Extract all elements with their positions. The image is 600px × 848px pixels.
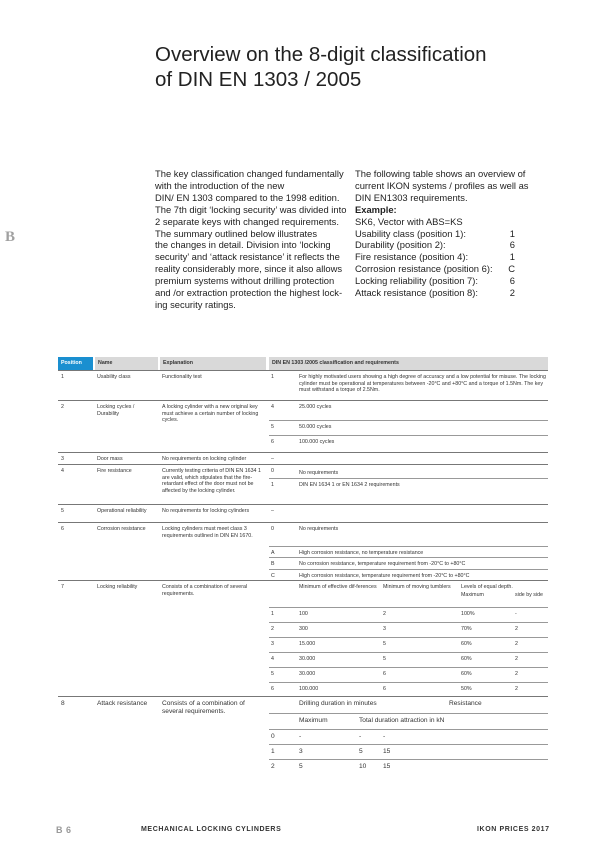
footer-section-title: MECHANICAL LOCKING CYLINDERS [141, 826, 282, 833]
explanation-cell: Locking cylinders must meet class 3 requirements outlined in DIN EN 1670. [162, 526, 253, 539]
value-cell: 2 [515, 656, 518, 662]
class-code: 3 [271, 641, 274, 647]
header-total-duration: Total duration attraction in kN [359, 717, 445, 724]
example-row [355, 263, 515, 275]
class-code: C [271, 573, 275, 579]
title-line-2: of DIN EN 1303 / 2005 [155, 68, 362, 91]
intro-line: reality considerably more, since it also allows [155, 263, 343, 275]
class-code: 5 [271, 424, 274, 430]
value-cell: 60% [461, 671, 472, 677]
intro-line: The key classification changed fundamentally [155, 168, 344, 179]
class-code: 1 [271, 482, 274, 488]
class-code: 4 [271, 404, 274, 410]
class-code: 4 [271, 656, 274, 662]
table-row [58, 696, 548, 774]
header-name: Name [95, 357, 158, 370]
header-explanation: Explanation [160, 357, 266, 370]
table-row [58, 370, 548, 400]
header-position: Position [58, 357, 93, 370]
value-cell: - [383, 733, 386, 740]
header-drilling-duration: Drilling duration in minutes [299, 700, 377, 707]
example-label: Locking reliability (position 7): [355, 275, 478, 287]
page-number: B 6 [56, 825, 72, 835]
value-cell: - [299, 733, 302, 740]
requirement-row [269, 744, 548, 759]
requirement-text: For highly motivated users showing a high degree of accuracy and a low potential for misuse. The locking cylinder must be operational at temperatures between -20°C and +80°C and a torque of 1.5Nm. The key must withstand a torque of 2.5Nm. [299, 374, 546, 394]
table-row [58, 504, 548, 522]
class-code: A [271, 550, 275, 556]
value-cell: 2 [383, 611, 386, 617]
name-cell: Locking cycles / Durability [97, 404, 135, 417]
intro-paragraph [155, 168, 351, 311]
requirement-subheader [269, 581, 548, 607]
value-cell: 60% [461, 656, 472, 662]
value-cell: 6 [383, 671, 386, 677]
example-row [355, 239, 515, 251]
value-cell: 6 [383, 686, 386, 692]
section-marker: B [5, 229, 16, 245]
requirement-row [269, 546, 548, 557]
intro-line: premium systems without drilling protection [155, 275, 335, 287]
value-cell: 30.000 [299, 671, 316, 677]
value-cell: 100% [461, 611, 475, 617]
header-resistance: Resistance [449, 700, 482, 707]
intro-line: with the introduction of the new [155, 179, 285, 191]
class-code: 5 [271, 671, 274, 677]
value-cell: 2 [515, 641, 518, 647]
intro-line: The 7th digit ‘locking security’ was divided into [155, 203, 347, 215]
requirement-row [269, 759, 548, 775]
value-cell: 15.000 [299, 641, 316, 647]
value-cell: 5 [299, 763, 303, 770]
requirement-row [269, 465, 548, 478]
class-code: B [271, 561, 275, 567]
value-cell: 100.000 [299, 686, 319, 692]
example-label: Usability class (position 1): [355, 227, 466, 239]
intro-line: DIN/ EN 1303 compared to the 1998 edition. [155, 191, 340, 203]
example-intro-line: DIN EN1303 requirements. [355, 191, 468, 203]
class-code: 6 [271, 439, 274, 445]
example-column [355, 168, 529, 299]
value-cell: 10 [359, 763, 367, 770]
requirement-row [269, 729, 548, 744]
class-code: 2 [271, 763, 275, 770]
value-cell: 5 [383, 656, 386, 662]
requirement-text: 50.000 cycles [299, 424, 332, 430]
name-cell: Door mass [97, 456, 123, 462]
requirements-cell [269, 697, 548, 775]
example-heading: Example: [355, 203, 397, 215]
class-code: 0 [271, 468, 274, 474]
explanation-cell: Currently testing criteria of DIN EN 1634 1 are valid, which stipulates that the fire-retardant effect of the door must not be affected by the locking cylinder. [162, 468, 261, 494]
requirements-cell [269, 371, 548, 401]
value-cell: 5 [359, 748, 363, 755]
example-intro [355, 168, 529, 204]
explanation-cell: No requirements on locking cylinder [162, 456, 247, 462]
requirements-cell [269, 581, 548, 697]
position-cell: 4 [61, 468, 64, 474]
table-row [58, 452, 548, 464]
header-maximum: Maximum [299, 717, 328, 724]
value-cell: 15 [383, 763, 391, 770]
requirements-cell [269, 523, 548, 581]
requirement-text: DIN EN 1634 1 or EN 1634 2 requirements [299, 482, 400, 488]
requirements-cell [269, 505, 548, 523]
title-line-1: Overview on the 8-digit classification [155, 43, 487, 66]
requirement-text: No requirements [299, 526, 339, 532]
value-cell: 50% [461, 686, 472, 692]
page-title [155, 42, 555, 92]
requirement-row [269, 622, 548, 637]
requirement-text: High corrosion resistance, no temperature resistance [299, 550, 424, 556]
class-code: – [271, 508, 274, 514]
explanation-cell: No requirements for locking cylinders [162, 508, 250, 514]
header-maximum: Maximum [461, 592, 484, 598]
class-code: 2 [271, 626, 274, 632]
requirements-cell [269, 465, 548, 505]
class-code: 1 [271, 374, 274, 380]
value-cell: 3 [383, 626, 386, 632]
example-value: 2 [509, 287, 515, 299]
name-cell: Attack resistance [97, 700, 148, 707]
requirement-text: High corrosion resistance, temperature requirement from -20°C to +80°C [299, 573, 470, 579]
table-header [58, 357, 548, 370]
intro-line: ing security ratings. [155, 298, 236, 310]
header-side-by-side: side by side [515, 592, 543, 598]
requirement-row [269, 505, 548, 523]
header-equal-depth: Levels of equal depth. [461, 584, 513, 590]
explanation-cell: Functionality test [162, 374, 202, 380]
value-cell: 2 [515, 671, 518, 677]
requirements-cell [269, 401, 548, 453]
position-cell: 5 [61, 508, 64, 514]
value-cell: 15 [383, 748, 391, 755]
explanation-cell: Consists of a combination of several requirements. [162, 700, 245, 715]
value-cell: 300 [299, 626, 308, 632]
position-cell: 7 [61, 584, 64, 590]
value-cell: 30.000 [299, 656, 316, 662]
name-cell: Fire resistance [97, 468, 132, 474]
value-cell: - [515, 611, 517, 617]
value-cell: 5 [383, 641, 386, 647]
requirement-subheader [269, 697, 548, 713]
header-effective-differences: Minimum of effective dif-ferences [299, 584, 377, 590]
requirement-row [269, 557, 548, 569]
value-cell: 3 [299, 748, 303, 755]
class-code: 0 [271, 526, 274, 532]
example-value: 1 [509, 251, 515, 263]
class-code: – [271, 456, 274, 462]
requirement-row [269, 667, 548, 682]
value-cell: 100 [299, 611, 308, 617]
example-label: Attack resistance (position 8): [355, 287, 478, 299]
requirement-row [269, 682, 548, 697]
position-cell: 6 [61, 526, 64, 532]
name-cell: Operational reliability [97, 508, 147, 514]
header-din: DIN EN 1303 /2005 classification and requirements [269, 357, 548, 370]
requirement-row [269, 523, 548, 546]
value-cell: 2 [515, 686, 518, 692]
example-label: Fire resistance (position 4): [355, 251, 469, 263]
requirement-row [269, 420, 548, 435]
table-row [58, 464, 548, 504]
example-value: 6 [509, 239, 515, 251]
table-row [58, 522, 548, 580]
requirement-row [269, 652, 548, 667]
requirement-row [269, 637, 548, 652]
intro-line: and /or extraction protection the highest lock- [155, 287, 343, 299]
intro-line: security’ and ‘attack resistance’ it reflects the [155, 251, 340, 263]
table-row [58, 580, 548, 696]
example-value: 1 [509, 227, 515, 239]
explanation-cell: Consists of a combination of several requirements. [162, 584, 248, 597]
explanation-cell: A locking cylinder with a new original key must achieve a certain number of locking cycles. [162, 404, 259, 424]
header-moving-tumblers: Minimum of moving tumblers [383, 584, 451, 590]
example-label: Durability (position 2): [355, 239, 446, 251]
requirement-text: No requirements [299, 470, 339, 476]
example-row [355, 251, 515, 263]
class-code: 1 [271, 748, 275, 755]
class-code: 0 [271, 733, 275, 740]
class-code: 6 [271, 686, 274, 692]
requirement-row [269, 607, 548, 622]
intro-line: the changes in detail. Division into ‘locking [155, 239, 331, 251]
class-code: 1 [271, 611, 274, 617]
requirement-row [269, 401, 548, 420]
example-row [355, 287, 515, 299]
requirement-row [269, 371, 548, 401]
value-cell: 70% [461, 626, 472, 632]
name-cell: Locking reliability [97, 584, 138, 590]
intro-line: 2 separate keys with changed requirements. [155, 215, 339, 227]
footer-catalog-title: IKON PRICES 2017 [477, 826, 550, 833]
requirement-row [269, 478, 548, 505]
requirement-subheader [269, 713, 548, 729]
example-value: C [508, 263, 515, 275]
position-cell: 3 [61, 456, 64, 462]
value-cell: - [359, 733, 362, 740]
intro-column [155, 168, 351, 311]
example-product: SK6, Vector with ABS=KS [355, 215, 463, 227]
position-cell: 8 [61, 700, 65, 707]
name-cell: Corrosion resistance [97, 526, 146, 532]
example-row [355, 228, 515, 240]
intro-line: The summary outlined below illustrates [155, 227, 318, 239]
example-intro-line: current IKON systems / profiles as well as [355, 179, 529, 191]
requirement-row [269, 435, 548, 453]
position-cell: 1 [61, 374, 64, 380]
position-cell: 2 [61, 404, 64, 410]
example-row [355, 275, 515, 287]
requirement-text: 100.000 cycles [299, 439, 335, 445]
table-row [58, 400, 548, 452]
value-cell: 60% [461, 641, 472, 647]
classification-table [58, 357, 548, 774]
requirement-text: No corrosion resistance, temperature requirement from -20°C to +80°C [299, 561, 466, 567]
example-intro-line: The following table shows an overview of [355, 168, 526, 179]
requirement-text: 25.000 cycles [299, 404, 332, 410]
example-value: 6 [509, 275, 515, 287]
value-cell: 2 [515, 626, 518, 632]
name-cell: Usability class [97, 374, 131, 380]
example-label: Corrosion resistance (position 6): [355, 263, 493, 275]
